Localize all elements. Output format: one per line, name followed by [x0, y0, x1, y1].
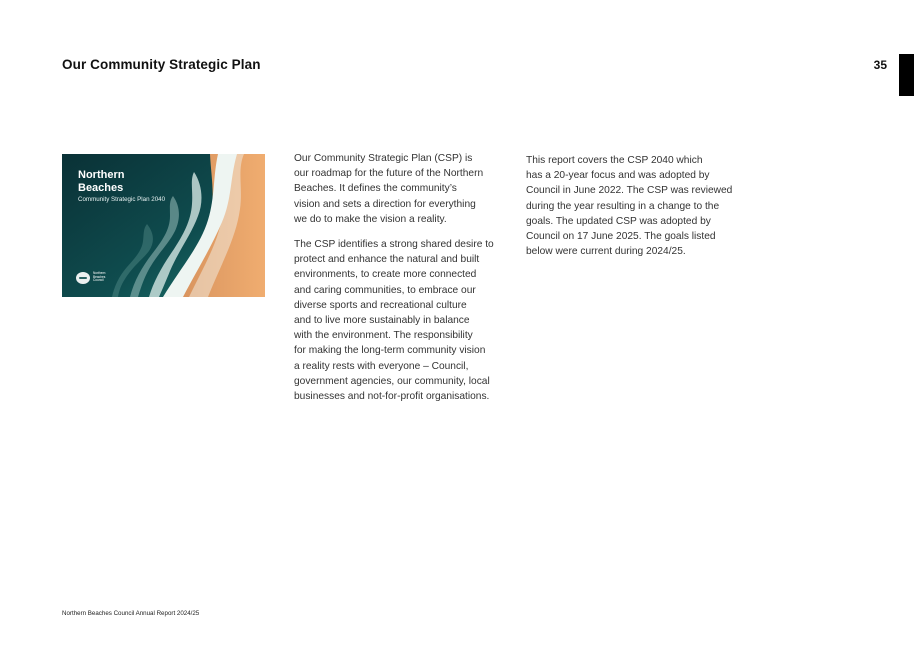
page-number: 35	[873, 58, 887, 72]
footer-report-title: Northern Beaches Council Annual Report 2024/25	[62, 610, 200, 617]
middle-text-column	[294, 151, 504, 414]
report-coverage-paragraph: This report covers the CSP 2040 which has a 20-year focus and was adopted by Council in June 2022. The CSP was reviewed during the year resulting in a change to the goals. The updated CSP was adopted by Council on 17 June 2025. The goals listed below were current during 2024/25.	[526, 155, 733, 258]
csp-intro-paragraph: Our Community Strategic Plan (CSP) is our roadmap for the future of the Northern Beaches. It defines the community’s vision and sets a direction for everything we do to make the vision a reality.	[294, 153, 484, 225]
page-title: Our Community Strategic Plan	[62, 57, 261, 72]
council-logo-text: Northern Beaches Council	[93, 271, 106, 283]
right-text-column	[526, 153, 741, 269]
csp-shared-desire-paragraph: The CSP identifies a strong shared desire to protect and enhance the natural and built environments, to create more connected and caring communities, to embrace our diverse sports and recreational culture and to live more sustainably in balance with the environment. The responsibility for making the long-term community vision a reality rests with everyone – Council, government agencies, our community, local businesses and not-for-profit organisations.	[294, 239, 494, 403]
cover-title: Northern Beaches	[78, 169, 125, 194]
csp-cover-image	[62, 154, 265, 297]
cover-subtitle: Community Strategic Plan 2040	[78, 196, 166, 203]
page-tab-marker	[899, 54, 914, 96]
council-logo-icon	[76, 272, 90, 284]
council-logo	[76, 270, 118, 286]
